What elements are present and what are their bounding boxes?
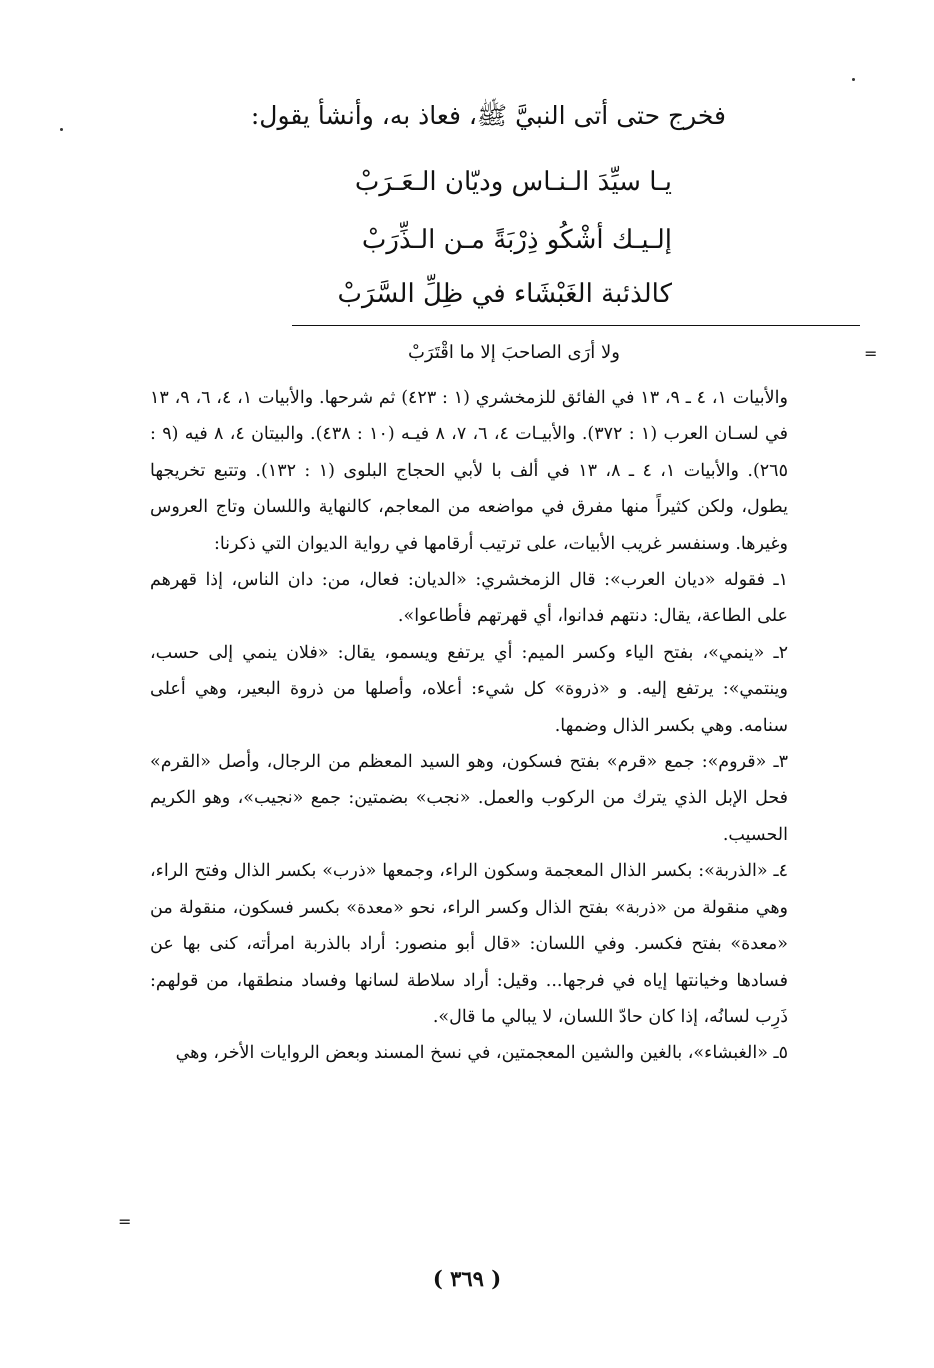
intro-line: فخرج حتى أتى النبيَّ ﷺ، فعاذ به، وأنشأ يقول: bbox=[250, 101, 726, 130]
footnote-paragraph: والأبيات ١، ٤ ـ ٩، ١٣ في الفائق للزمخشري (١ : ٤٢٣) ثم شرحها. والأبيات ١، ٤، ٦، ٩، ١٣ في لسـان العرب (١ : ٣٧٢). والأبيـات ٤، ٦، ٧، ٨ فيـه (١٠ : ٤٣٨). والبيتان ٤، ٨ فيه (٩ : ٢٦٥). والأبيات ١، ٤ ـ ٨، ١٣ في ألف با لأبي الحجاج البلوى (١ : ١٣٢). وتتبع تخريجها يطول، ولكن كثيراً منها مفرق في مواضعه من المعاجم، كالنهاية واللسان وتاج العروس وغيرها. وسنفسر غريب الأبيات، على ترتيب أرقامها في رواية الديوان التي ذكرنا: bbox=[150, 388, 788, 554]
continuation-mark: = bbox=[118, 1212, 132, 1231]
verse-line-4: ولا أرَى الصاحبَ إلا ما اقْتَرَبْ bbox=[407, 342, 620, 363]
footnote-paragraph: ٢ـ «ينمي»، بفتح الياء وكسر الميم: أي يرتفع ويسمو، يقال: «فلان ينمي إلى حسب، وينتمي»: يرتفع إليه. و «ذروة» كل شيء: أعلاه، وأصلها من ذروة البعير، وهي أعلى سنامه. وهي بكسر الذال وضمها. bbox=[150, 642, 788, 736]
page-number: ( ٣٦٩ ) bbox=[432, 1266, 502, 1291]
footnote-paragraph: ٣ـ «قروم»: جمع «قرم» بفتح فسكون، وهو السيد المعظم من الرجال، وأصل «القرم» فحل الإبل الذي يترك من الركوب والعمل. «نجب» بضمتين: جمع «نجيب»، وهو الكريم الحسيب. bbox=[150, 752, 788, 845]
verse-line-2: إلـيـك أشْكُو ذِرْبَةً مـن الـذِّرَبْ bbox=[361, 225, 672, 255]
footnote-paragraph: ٤ـ «الذربة»: بكسر الذال المعجمة وسكون الراء، وجمعها «ذرب» بكسر الذال وفتح الراء، وهي منقولة من «ذربة» بفتح الذال وكسر الراء، نحو «معدة» بكسر فسكون، منقولة من «معدة» بفتح فكسر. وفي اللسان: «قال أبو منصور: أراد بالذربة امرأته، كنى بها عن فسادها وخيانتها إياه في فرجها... وقيل: أراد سلاطة لسانها وفساد منطقها، من قولهم: ذَرِب لسانُه، إذا كان حادّ اللسان، لا يبالي ما قال». bbox=[150, 861, 788, 1027]
continuation-mark: = bbox=[864, 344, 878, 363]
footnote-separator bbox=[292, 325, 860, 326]
footnote-paragraph: ٥ـ «الغبشاء»، بالغين والشين المعجمتين، في نسخ المسند وبعض الروايات الأخر، وهي bbox=[175, 1043, 788, 1064]
footnote-paragraph: ١ـ فقوله «ديان العرب»: قال الزمخشري: «الديان: فعال، من: دان الناس، إذا قهرهم على الطاعة، يقال: دنتهم فدانوا، أي قهرتهم فأطاعوا». bbox=[150, 570, 788, 627]
verse-line-1: يـا سيِّدَ الـنـاس وديّان الـعَـرَبْ bbox=[354, 167, 672, 197]
scan-speck bbox=[60, 128, 63, 131]
verse-line-3: كالذئبة الغَبْشَاء في ظِلِّ السَّرَبْ bbox=[337, 279, 672, 309]
footnote-body bbox=[150, 380, 788, 1072]
scan-speck bbox=[852, 78, 855, 81]
